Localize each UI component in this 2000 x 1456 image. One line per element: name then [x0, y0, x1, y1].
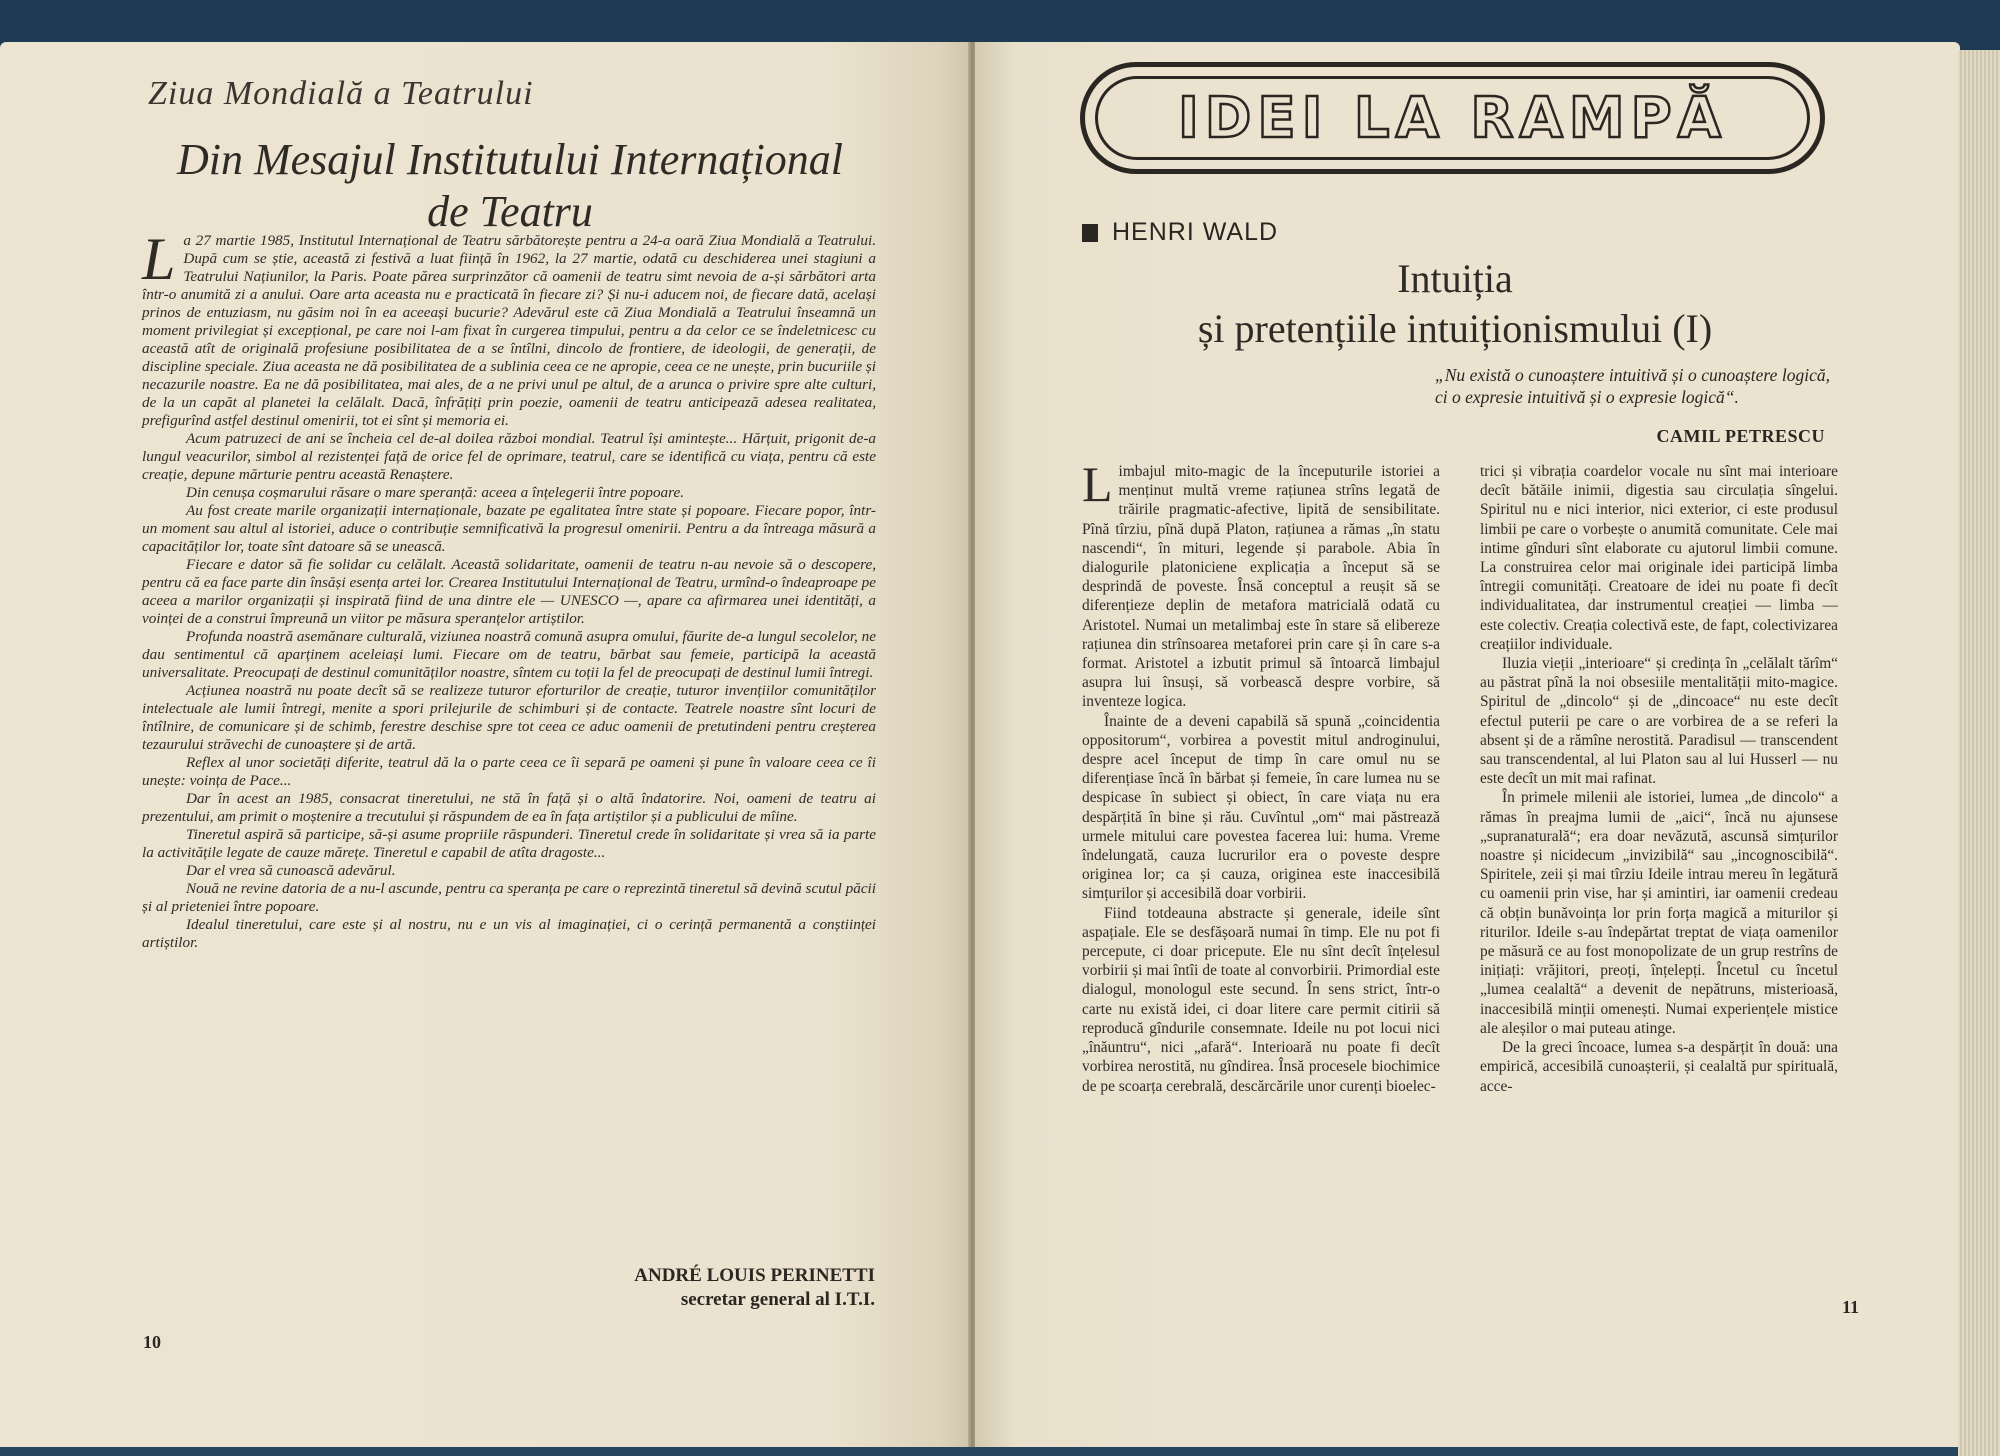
paragraph: Limbajul mito-magic de la începuturile istoriei a menținut multă vreme rațiunea strîns legată de trăirile pragmatic-afective, lipită de sensibilitate. Pînă tîrziu, pînă după Platon, rațiunea a rămas „în statu nascendi“, în mituri, legende și parabole. Abia în dialogurile platoniciene explicația a început să se desprindă de poveste. Însă conceptul a reușit să se diferențieze deplin de metafora matricială odată cu Aristotel. Numai un metalimbaj este în stare să elibereze rațiunea din strînsoarea metaforei prin care și în care s-a format. Aristotel a izbutit primul să întoarcă limbajul asupra lui însuși, să vorbească despre vorbire, să inventeze logica.: [1082, 456, 1440, 711]
title-line-1: Din Mesajul Institutului Internațional: [176, 135, 844, 184]
paragraph: La 27 martie 1985, Institutul Internațional de Teatru sărbătorește pentru a 24-a oară Ziua Mondială a Teatrului. După cum se știe, această zi festivă a luat ființă în 1962, la 27 martie, odată cu deschiderea unei stagiuni a Teatrului Națiunilor, la Paris. Poate părea surprinzător că oamenii de teatru simt nevoia de a-și sărbători arta într-o anumită zi a anului. Oare arta aceasta nu e practicată în fiecare zi? Și nu-i aducem noi, de fiecare dată, același prinos de entuziasm, nu găsim noi în ea aceeași bucurie? Adevărul este că Ziua Mondială a Teatrului înseamnă un moment privilegiat și excepțional, pe care noi l-am fixat în curgerea timpului, pentru a da celor ce se îndeletnicesc cu această atît de originală profesiune posibilitatea de a se întîlni, dincolo de frontiere, de ideologii, de generații, de discipline speciale. Ziua aceasta ne dă posibilitatea de a sublinia ceea ce ne apropie, ceea ce ne unește, prin bucuriile și necazurile noastre. Ea ne dă posibilitatea, mai ales, de a ne privi unul pe altul, de a arunca o privire spre alte culturi, de la un capăt al planetei la celălalt. Dacă, înfrățiți prin poezie, oamenii de teatru anticipează adesea realitatea, prefigurînd astfel destinul omenirii, tot ei sînt și memoria ei.: [142, 226, 876, 429]
signature: [420, 1264, 875, 1312]
paragraph: Reflex al unor societăți diferite, teatrul dă la o parte ceea ce îi separă pe oameni și pune în valoare ceea ce îi unește: voința de Pace...: [142, 754, 876, 789]
page-edges: [1958, 50, 2000, 1456]
square-bullet-icon: [1082, 224, 1098, 242]
paragraph: Fiind totdeauna abstracte și generale, ideile sînt aspațiale. Ele se desfășoară numai în timp. Ele nu pot fi percepute, ci doar pricepute. Ele nu sînt decît înțelesul vorbirii și mai întîi de toate al convorbirii. Primordial este dialogul, monologul este secund. În sens strict, într-o carte nu există idei, ci doar litere care permit citirii să reproducă gîndurile consemnate. Ideile nu pot locui nici „înăuntru“, nici „afară“. Interioară nu poate fi decît vorbirea nerostită, nu gîndirea. Însă procesele biochimice de pe scoarța cerebrală, descărcările unor curenți bioelec-: [1082, 904, 1440, 1095]
signature-role: secretar general al I.T.I.: [680, 1289, 875, 1310]
paragraph: Din cenușa coșmarului răsare o mare speranță: aceea a înțelegerii între popoare.: [186, 484, 685, 501]
left-page: [0, 42, 970, 1447]
page-number: 10: [143, 1332, 161, 1352]
signature-name: ANDRÉ LOUIS PERINETTI: [634, 1265, 875, 1286]
text-column-1: [1082, 456, 1440, 1292]
article-title: [150, 134, 870, 238]
paragraph: Înainte de a deveni capabilă să spună „coincidentia oppositorum“, vorbirea a povestit mitul androginului, despre acel început de timp în care omul nu se diferențiase încă în bărbat și femeie, în care lumea nu se despicase în subiect și obiect, în care viața nu era despărțită în bine și rău. Cuvîntul „om“ mai păstrează urmele mitului care povestea facerea lui: huma. Vreme îndelungată, cauza lucrurilor era o poveste despre originea lor; ca și cauza, originea este inaccesibilă simțurilor și accesibilă doar vorbirii.: [1082, 712, 1440, 903]
paragraph: trici și vibrația coardelor vocale nu sînt mai interioare decît bătăile inimii, digestia sau circulația sîngelui. Spiritul nu e nici interior, nici exterior, ci este produsul limbii pe care o vorbește o anumită comunitate. Cele mai intime gînduri sînt elaborate cu ajutorul limbii comune. La construirea celor mai originale idei participă limba întregii comunități. Creatoare de idei nu poate fi decît individualitatea, dar instrumentul creației — limba — este colectiv. Creația colectivă este, de fapt, colectivizarea creațiilor individuale.: [1480, 463, 1838, 653]
paragraph: Au fost create marile organizații internaționale, bazate pe egalitatea între state și popoare. Fiecare popor, într-un moment sau altul al istoriei, aduce o contribuție semnificativă la progresul omenirii. Pentru a da întreaga măsură a capacităților lor, toate sînt datoare să se unească.: [142, 502, 876, 555]
rubric-title: IDEI LA RAMPĂ: [1178, 85, 1727, 151]
paragraph: Acțiunea noastră nu poate decît să se realizeze tuturor eforturilor de creație, tuturor invențiilor comunităților intelectuale ale lumii întregi, menite a spori prilejurile de schimburi și de contacte. Teatrele noastre sînt locuri de întîlnire, de comunicare și de schimb, ferestre deschise spre tot ceea ce aduc oamenii de pretutindeni pentru creșterea tezaurului străvechi de cunoaștere și de artă.: [142, 682, 876, 753]
article-title: [1105, 254, 1805, 354]
paragraph: Nouă ne revine datoria de a nu-l ascunde, pentru ca speranța pe care o reprezintă tineretul să devină scutul păcii și al prieteniei între popoare.: [142, 880, 876, 915]
author-name: HENRI WALD: [1112, 218, 1279, 246]
drop-cap: L: [1082, 456, 1113, 512]
magazine-spread: [0, 30, 2000, 1456]
drop-cap: L: [142, 226, 176, 292]
title-line-1: Intuiția: [1397, 256, 1513, 301]
author-line: [1082, 218, 1278, 247]
paragraph: Fiecare e dator să fie solidar cu celălalt. Această solidaritate, oamenii de teatru n-au nevoie să o descopere, pentru că ea face parte din însăși esența artei lor. Crearea Institutului Internațional de Teatru, urmînd-o îndeaproape pe aceea a marilor organizații și inspirată fiind de una dintre ele — UNESCO —, apare ca afirmarea unei identități, a voinței de a construi împreună un viitor pe măsura speranțelor artiștilor.: [142, 556, 876, 627]
paragraph: Profunda noastră asemănare culturală, viziunea noastră comună asupra omului, făurite de-a lungul secolelor, ne dau sentimentul că aparținem aceleiași lumi. Fiecare om de teatru, bărbat sau femeie, participă la această universalitate. Preocupați de destinul comunităților noastre, sîntem cu toții la fel de preocupați de destinul lumii întregi.: [142, 628, 876, 681]
title-line-2: și pretențiile intuiționismului (I): [1197, 306, 1713, 351]
paragraph: De la greci încoace, lumea s-a despărțit în două: una empirică, accesibilă cunoașterii, și cealaltă pur spirituală, acce-: [1480, 1039, 1838, 1095]
paragraph: Dar în acest an 1985, consacrat tineretului, ne stă în față și o altă îndatorire. Noi, oameni de teatru ai prezentului, am primit o moștenire a trecutului și răspundem de ea în fața artiștilor și a publicului de mîine.: [142, 790, 876, 825]
section-kicker: Ziua Mondială a Teatrului: [148, 75, 534, 112]
text-column-2: [1480, 462, 1838, 1292]
paragraph: Iluzia vieții „interioare“ și credința în „celălalt tărîm“ au păstrat pînă la noi obsesiile mentalității mito-magice. Spiritul de „dincolo“ și de „dincoace“ nu este decît efectul puterii pe care o are vorbirea de a se referi la absent și de a rămîne nerostită. Paradisul — transcendent sau transcendental, al lui Platon sau al lui Husserl — nu este decît un mit mai rafinat.: [1480, 655, 1838, 788]
paragraph: Idealul tineretului, care este și al nostru, nu e un vis al imaginației, ci o cerință permanentă a conștiinței artiștilor.: [142, 916, 876, 951]
motto: „Nu există o cunoaștere intuitivă și o cunoaștere logică, ci o expresie intuitivă și o expresie logică“.: [1435, 365, 1830, 407]
article-body: [142, 226, 876, 1272]
paragraph: Dar el vrea să cunoască adevărul.: [186, 862, 396, 879]
paragraph: În primele milenii ale istoriei, lumea „de dincolo“ a rămas în preajma lumii de „aici“, încă nu ajunsese „supranaturală“; era doar nevăzută, ascunsă simțurilor noastre și nicidecum „invizibilă“ sau „incognoscibilă“. Spiritele, zeii și mai tîrziu Ideile intrau mereu în legătură cu oamenii prin vise, har și amintiri, iar oamenii credeau că obțin bunăvoința lor prin forța magică a miturilor și riturilor. Ideile s-au îndepărtat treptat de viața oamenilor pe măsură ce au fost monopolizate de un grup restrîns de inițiați: vrăjitori, preoți, înțelepți. Încetul cu încetul „lumea cealaltă“ a devenit de nepătruns, misterioasă, inaccesibilă minții omenești. Numai experiențele mistice ale aleșilor o mai puteau atinge.: [1480, 789, 1838, 1037]
paragraph: Tineretul aspiră să participe, să-și asume propriile răspunderi. Tineretul crede în solidaritate și vrea să ia parte la activitățile legate de cauze mărețe. Tineretul e capabil de atîta dragoste...: [142, 826, 876, 861]
title-line-2: de Teatru: [427, 187, 593, 236]
page-number: 11: [1842, 1297, 1860, 1317]
rubric-banner: [1080, 62, 1825, 174]
motto-author: CAMIL PETRESCU: [1656, 426, 1825, 446]
right-page: [975, 42, 1960, 1447]
paragraph: Acum patruzeci de ani se încheia cel de-al doilea război mondial. Teatrul își amintește... Hărțuit, prigonit de-a lungul veacurilor, simbol al rezistenței față de orice fel de oprimare, teatrul, care se identifică cu viața, pentru că este creație, depune mărturie pentru această Renaștere.: [142, 430, 876, 483]
